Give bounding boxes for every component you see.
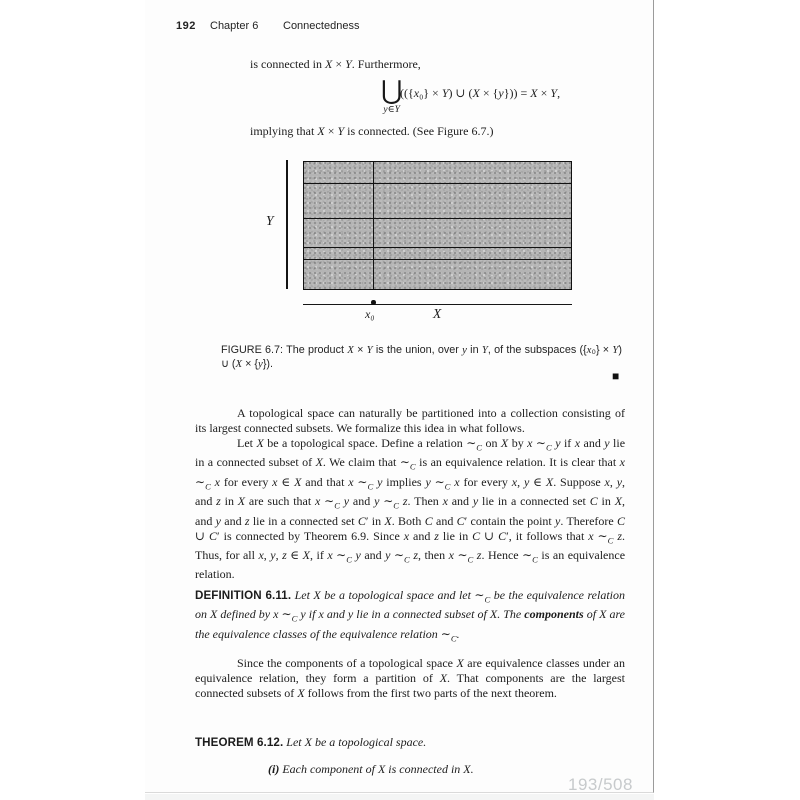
theorem-item-i-body: Each component of X is connected in X. — [282, 762, 474, 776]
body-paragraphs-2 — [195, 656, 625, 701]
figure-y-axis-label: Y — [266, 213, 274, 228]
figure-caption: FIGURE 6.7: The product X × Y is the union, over y in Y, of the subspaces ({x₀} × Y) ∪ (X × {y}). — [221, 344, 622, 370]
theorem-label: THEOREM 6.12. — [195, 736, 284, 749]
reader-page-progress: 193/508 — [568, 775, 633, 794]
running-head — [176, 20, 596, 32]
page-number: 192 — [176, 20, 196, 32]
definition-label: DEFINITION 6.11. — [195, 589, 292, 602]
section-title: Connectedness — [283, 20, 360, 32]
figure-x0-fiber-line — [373, 162, 375, 289]
paragraph-equivalence-argument: Let X be a topological space. Define a relation $\sim_C$ on X by x $\sim_C$ y if x and y lie in a connected subset of X. We claim that $\sim_C$ is an equivalence relation. It is clear that x $\sim_C$ x for every x ∈ X and that x $\sim_C$ y implies y $\sim_C$ x for every x, y ∈ X. Suppose x, y, and z in X are such that x $\sim_C$ y and y $\sim_C$ z. Then x and y lie in a connected set C in X, and y and z lie in a connected set C′ in X. Both C and C′ contain the point y. Therefore C ∪ C′ is connected by Theorem 6.9. Since x and z lie in C ∪ C′, it follows that x $\sim_C$ z. Thus, for all x, y, z ∈ X, if x $\sim_C$ y and y $\sim_C$ z, then x $\sim_C$ z. Hence $\sim_C$ is an equivalence relation. — [195, 436, 626, 582]
formula-expression: (({x₀} × Y) ∪ (X × {y})) = X × Y, — [400, 86, 561, 100]
theorem-6-12 — [195, 735, 625, 750]
figure-slice-line — [304, 183, 571, 185]
figure-x0-point — [371, 300, 376, 305]
figure-product-rectangle — [303, 161, 572, 290]
body-line-connected: is connected in X × Y. Furthermore, — [250, 57, 421, 71]
theorem-item-i-label: (i) — [268, 762, 280, 776]
definition-body: Let X be a topological space and let $\sim_C$ be the equivalence relation on X defined by x $\sim_C$ y if x and y lie in a connected subset of X. The components of X are the equivalence classes of the equivalence relation $\sim_C$. — [195, 588, 625, 644]
union-index: y∈Y — [383, 105, 400, 115]
figure-x0-label: x₀ — [365, 307, 375, 321]
chapter-label: Chapter 6 — [210, 20, 259, 32]
theorem-item-i — [268, 762, 474, 777]
n-ary-union-symbol: ⋃ — [381, 76, 403, 106]
union-formula — [381, 76, 561, 115]
figure-slice-line — [304, 218, 571, 220]
qed-square-marker: ■ — [612, 369, 620, 383]
figure-x-axis-label: X — [433, 306, 442, 321]
paragraph-components-partition: Since the components of a topological space X are equivalence classes under an equivalence relation, they form a partition of X. That components are the largest connected subsets of X follows from the first two parts of the next theorem. — [195, 656, 625, 700]
body-line-implying: implying that X × Y is connected. (See Figure 6.7.) — [250, 124, 494, 138]
figure-slice-line — [304, 247, 571, 249]
figure-y-axis-line — [286, 160, 288, 289]
paragraph-partition-intro: A topological space can naturally be partitioned into a collection consisting of its largest connected subsets. We formalize this idea in what follows. — [195, 406, 625, 435]
figure-slice-line — [304, 259, 571, 261]
theorem-body: Let X be a topological space. — [286, 735, 427, 749]
definition-6-11 — [195, 588, 625, 646]
body-paragraphs — [195, 406, 625, 582]
